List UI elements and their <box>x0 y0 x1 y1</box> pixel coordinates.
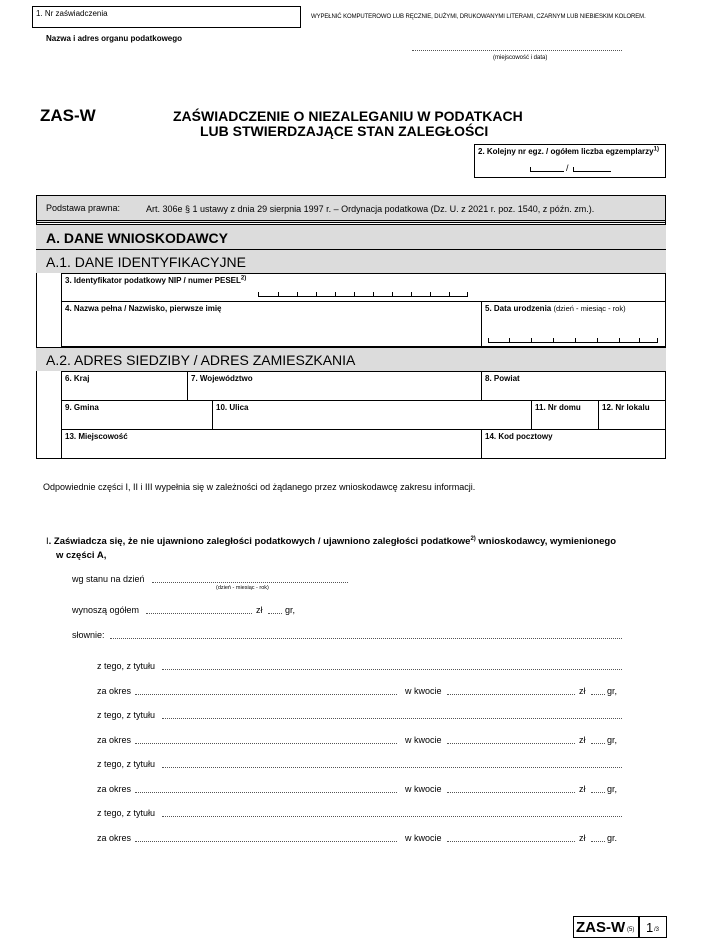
footer-code-box <box>573 916 639 938</box>
part-i-line1-end: wnioskodawcy, wymienionego <box>475 536 617 547</box>
form-title-line1: ZAŚWIADCZENIE O NIEZALEGANIU W PODATKACH <box>173 108 523 124</box>
field-apartment-number-label: 12. Nr lokalu <box>602 403 650 412</box>
copy-number-field[interactable] <box>474 144 666 178</box>
amount-label-3: w kwocie <box>405 784 442 794</box>
period-line-1[interactable] <box>135 694 397 695</box>
amount-gr-2: gr, <box>607 735 618 745</box>
period-label-1: za okres <box>97 686 132 696</box>
nip-pesel-boxes <box>258 292 468 297</box>
legal-basis-label: Podstawa prawna: <box>46 203 121 213</box>
as-of-hint: (dzień - miesiąc - rok) <box>216 585 269 591</box>
amount-gr-4: gr. <box>607 833 618 843</box>
section-a2-header <box>36 347 666 371</box>
field-full-name[interactable] <box>61 301 482 347</box>
amount-gr-1: gr, <box>607 686 618 696</box>
total-zl-line[interactable] <box>146 613 252 614</box>
amount-gr-line-4[interactable] <box>591 841 605 842</box>
field-postal-code-label: 14. Kod pocztowy <box>485 432 553 441</box>
field-street[interactable] <box>212 400 532 430</box>
field-voivodeship-label: 7. Województwo <box>191 374 253 383</box>
field-nip-pesel-sup: 2) <box>240 275 247 282</box>
of-which-label-2: z tego, z tytułu <box>97 710 156 720</box>
section-a1-header <box>36 249 666 273</box>
of-which-line-4[interactable] <box>162 816 622 817</box>
field-municipality-label: 9. Gmina <box>65 403 99 412</box>
parts-note: Odpowiednie części I, II i III wypełnia się w zależności od żądanego przez wnioskodawcę zakresu informacji. <box>43 482 476 492</box>
amount-gr-line-2[interactable] <box>591 743 605 744</box>
of-which-label-4: z tego, z tytułu <box>97 808 156 818</box>
period-line-4[interactable] <box>135 841 397 842</box>
section-a-title: A. DANE WNIOSKODAWCY <box>46 230 228 246</box>
copy-number-sup: 1) <box>653 146 659 153</box>
amount-line-2[interactable] <box>447 743 575 744</box>
amount-zl-3: zł <box>579 784 586 794</box>
part-i-sup: 2) <box>470 535 476 542</box>
total-gr-line[interactable] <box>268 613 282 614</box>
copy-number-slot-2 <box>573 167 611 172</box>
amount-line-1[interactable] <box>447 694 575 695</box>
copy-number-slot-1 <box>530 167 564 172</box>
as-of-label: wg stanu na dzień <box>72 574 145 584</box>
amount-zl-1: zł <box>579 686 586 696</box>
field-apartment-number[interactable] <box>598 400 666 430</box>
place-date-caption: (miejscowość i data) <box>493 55 548 61</box>
part-i-line2: w części A, <box>56 550 107 561</box>
amount-gr-line-1[interactable] <box>591 694 605 695</box>
field-birth-date[interactable] <box>481 301 666 347</box>
section-a-header <box>36 224 666 249</box>
period-line-2[interactable] <box>135 743 397 744</box>
field-municipality[interactable] <box>61 400 213 430</box>
copy-number-sep: / <box>566 163 569 173</box>
field-house-number-label: 11. Nr domu <box>535 403 581 412</box>
period-label-4: za okres <box>97 833 132 843</box>
field-full-name-label: 4. Nazwa pełna / Nazwisko, pierwsze imię <box>65 304 222 313</box>
footer-version: (5) <box>627 927 635 933</box>
of-which-line-2[interactable] <box>162 718 622 719</box>
in-words-line[interactable] <box>110 638 622 639</box>
field-locality-label: 13. Miejscowość <box>65 432 128 441</box>
field-birth-date-label: 5. Data urodzenia <box>485 304 552 313</box>
as-of-line[interactable] <box>152 582 348 583</box>
birth-date-boxes <box>488 338 658 343</box>
footer-page-total: /3 <box>654 927 660 933</box>
field-street-label: 10. Ulica <box>216 403 249 412</box>
part-i-line1: . Zaświadcza się, że nie ujawniono zaległości podatkowych / ujawniono zaległości podatkowe <box>48 536 471 547</box>
amount-zl-4: zł <box>579 833 586 843</box>
tax-authority-label: Nazwa i adres organu podatkowego <box>46 34 183 43</box>
field-county-label: 8. Powiat <box>485 374 520 383</box>
certificate-number-field[interactable] <box>32 6 301 28</box>
fill-instruction: WYPEŁNIĆ KOMPUTEROWO LUB RĘCZNIE, DUŻYMI, DRUKOWANYMI LITERAMI, CZARNYM LUB NIEBIESKIM KOLOREM. <box>311 14 646 20</box>
amount-label-4: w kwocie <box>405 833 442 843</box>
amount-label-1: w kwocie <box>405 686 442 696</box>
form-title-line2: LUB STWIERDZAJĄCE STAN ZALEGŁOŚCI <box>200 123 489 139</box>
in-words-label: słownie: <box>72 630 105 640</box>
period-label-2: za okres <box>97 735 132 745</box>
of-which-label-1: z tego, z tytułu <box>97 661 156 671</box>
footer-page-box <box>639 916 667 938</box>
form-code: ZAS-W <box>40 106 96 125</box>
part-i-prefix: I <box>46 536 49 547</box>
field-postal-code[interactable] <box>481 429 666 459</box>
certificate-number-label: 1. Nr zaświadczenia <box>36 9 108 18</box>
amount-label-2: w kwocie <box>405 735 442 745</box>
footer-form-code: ZAS-W <box>576 919 626 936</box>
of-which-line-3[interactable] <box>162 767 622 768</box>
field-county[interactable] <box>481 371 666 401</box>
field-country-label: 6. Kraj <box>65 374 90 383</box>
amount-line-3[interactable] <box>447 792 575 793</box>
section-a2-title: A.2. ADRES SIEDZIBY / ADRES ZAMIESZKANIA <box>46 352 356 368</box>
amount-zl-2: zł <box>579 735 586 745</box>
place-date-line[interactable] <box>412 50 622 51</box>
field-country[interactable] <box>61 371 188 401</box>
copy-number-label: 2. Kolejny nr egz. / ogółem liczba egzemplarzy <box>478 147 654 156</box>
field-house-number[interactable] <box>531 400 599 430</box>
period-label-3: za okres <box>97 784 132 794</box>
total-zl: zł <box>256 605 263 615</box>
field-voivodeship[interactable] <box>187 371 482 401</box>
of-which-label-3: z tego, z tytułu <box>97 759 156 769</box>
total-label: wynoszą ogółem <box>72 605 140 615</box>
amount-line-4[interactable] <box>447 841 575 842</box>
field-nip-pesel-label: 3. Identyfikator podatkowy NIP / numer PESEL <box>65 276 241 285</box>
legal-basis-text: Art. 306e § 1 ustawy z dnia 29 sierpnia 1997 r. – Ordynacja podatkowa (Dz. U. z 2021 r. poz. 1540, z późn. zm.). <box>146 204 595 214</box>
field-locality[interactable] <box>61 429 482 459</box>
field-birth-date-hint: (dzień - miesiąc - rok) <box>553 304 626 313</box>
amount-gr-3: gr, <box>607 784 618 794</box>
field-nip-pesel[interactable] <box>61 273 666 302</box>
period-line-3[interactable] <box>135 792 397 793</box>
of-which-line-1[interactable] <box>162 669 622 670</box>
footer-page-number: 1 <box>646 920 654 935</box>
total-gr: gr, <box>285 605 296 615</box>
amount-gr-line-3[interactable] <box>591 792 605 793</box>
section-a1-title: A.1. DANE IDENTYFIKACYJNE <box>46 254 246 270</box>
